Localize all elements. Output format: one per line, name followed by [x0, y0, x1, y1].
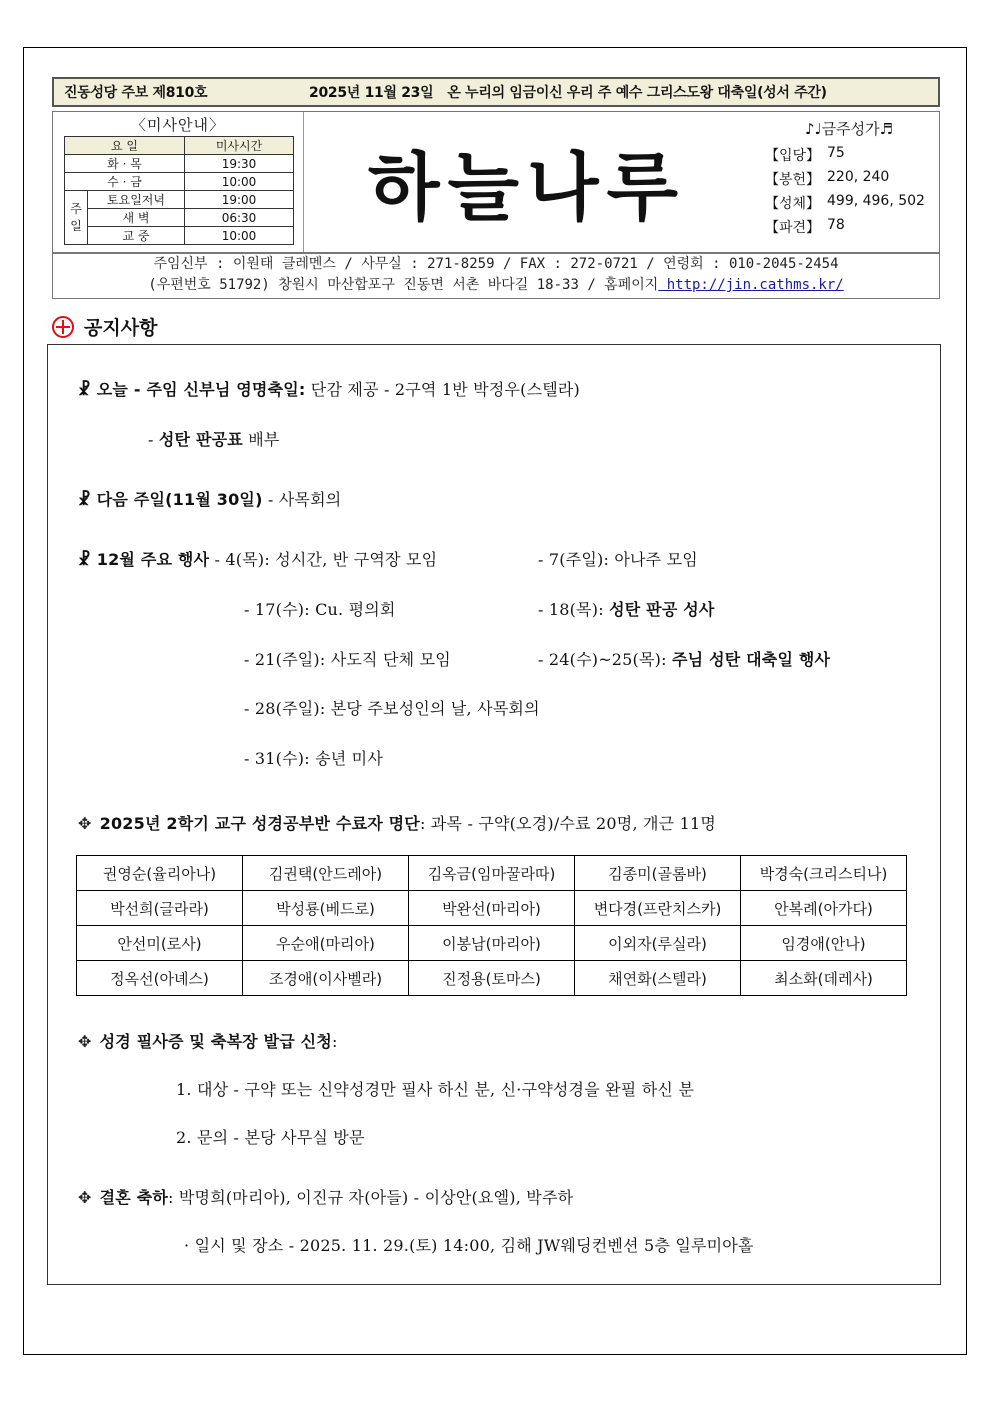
diamond-bullet-icon: ✥ [78, 1032, 92, 1051]
diamond-bullet-icon: ✥ [78, 1188, 92, 1207]
issue-number: 진동성당 주보 제810호 [64, 85, 208, 101]
notice-item [78, 547, 437, 570]
hymn-label: 【봉헌】 [765, 172, 821, 188]
table-cell: 이봉남(마리아) [409, 926, 575, 961]
hymn-value: 78 [827, 217, 845, 233]
table-cell: 박완선(마리아) [409, 891, 575, 926]
notice-item [78, 377, 580, 400]
notice-item: - 17(수): Cu. 평의회 [244, 600, 396, 619]
hymn-title: ♪♩금주성가♬ [804, 120, 894, 138]
contact-line: 주임신부 : 이원태 클레멘스 / 사무실 : 271-8259 / FAX : 272-0721 / 연령회 : 010-2045-2454 [153, 256, 839, 272]
notice-text: - [148, 430, 159, 449]
notice-bold: 주님 성탄 대축일 행사 [671, 650, 831, 669]
table-cell: 김종미(골롬바) [575, 856, 741, 891]
hymn-row [757, 193, 941, 217]
table-row [77, 961, 907, 996]
notice-item [538, 597, 715, 620]
notice-heading-text: 공지사항 [84, 317, 158, 339]
hymn-row [757, 145, 941, 169]
notice-text: - 24(수)~25(목): [538, 650, 672, 669]
notice-bold: 성탄 판공 성사 [609, 600, 715, 619]
table-cell: 채연화(스텔라) [575, 961, 741, 996]
table-cell: 이외자(루실라) [575, 926, 741, 961]
notice-heading [52, 313, 157, 340]
mass-schedule-table [64, 136, 294, 245]
mass-time: 10:00 [185, 173, 294, 191]
mass-time: 06:30 [185, 209, 294, 227]
table-cell: 임경애(안나) [741, 926, 907, 961]
chi-rho-icon: ☧ [78, 380, 91, 399]
notice-item: 1. 대상 - 구약 또는 신약성경만 필사 하신 분, 신·구약성경을 완필 하신 분 [176, 1080, 694, 1099]
table-cell: 조경애(이사벨라) [243, 961, 409, 996]
mass-schedule [53, 112, 304, 252]
table-row [77, 856, 907, 891]
notice-item [148, 427, 280, 450]
table-cell: 박경숙(크리스티나) [741, 856, 907, 891]
mass-head-day: 요 일 [65, 137, 185, 155]
notice-item: · 일시 및 장소 - 2025. 11. 29.(토) 14:00, 김해 JW웨딩컨벤션 5층 일루미아홀 [184, 1236, 754, 1255]
table-cell: 정옥선(아녜스) [77, 961, 243, 996]
notice-item: 2. 문의 - 본당 사무실 방문 [176, 1128, 365, 1147]
table-row [77, 891, 907, 926]
notice-item [78, 1029, 338, 1052]
notice-item [78, 1185, 573, 1208]
mass-schedule-title: 〈미사안내〉 [131, 116, 225, 134]
notice-item: - 31(수): 송년 미사 [244, 749, 383, 768]
notice-bold: 다음 주일(11월 30일) [96, 490, 263, 509]
mass-day: 새 벽 [88, 209, 185, 227]
sunday-label: 주일 [65, 191, 88, 245]
table-cell: 변다경(프란치스카) [575, 891, 741, 926]
mass-head-time: 미사시간 [185, 137, 294, 155]
diamond-bullet-icon: ✥ [78, 814, 92, 833]
table-cell: 박성룡(베드로) [243, 891, 409, 926]
graduates-table [76, 855, 907, 996]
hymn-value: 75 [827, 145, 845, 161]
mass-time: 10:00 [185, 227, 294, 245]
address-line [53, 275, 939, 296]
notice-bold: 성탄 판공표 [158, 430, 243, 449]
mass-time: 19:00 [185, 191, 294, 209]
table-cell: 진정용(토마스) [409, 961, 575, 996]
table-cell: 김옥금(임마꿀라따) [409, 856, 575, 891]
notice-bold: 오늘 - 주임 신부님 영명축일: [96, 380, 306, 399]
table-cell: 안선미(로사) [77, 926, 243, 961]
table-cell: 우순애(마리아) [243, 926, 409, 961]
table-cell: 김권택(안드레아) [243, 856, 409, 891]
notice-bold: 결혼 축하 [99, 1188, 169, 1207]
table-cell: 최소화(데레사) [741, 961, 907, 996]
notice-item: - 28(주일): 본당 주보성인의 날, 사목회의 [244, 699, 540, 718]
notice-text: 단감 제공 - 2구역 1반 박정우(스텔라) [305, 380, 580, 399]
address-text: (우편번호 51792) 창원시 마산합포구 진동면 서촌 바다길 18-33 / 홈페이지 [148, 277, 659, 293]
feast-title: 온 누리의 임금이신 우리 주 예수 그리스도왕 대축일(성서 주간) [447, 85, 827, 101]
mass-day: 교 중 [88, 227, 185, 245]
notice-text: 배부 [242, 430, 280, 449]
mass-time: 19:30 [185, 155, 294, 173]
notice-box [47, 344, 941, 1285]
table-cell: 권영순(율리아나) [77, 856, 243, 891]
bulletin-title: 하늘나루 [368, 145, 686, 231]
notice-bold: 2025년 2학기 교구 성경공부반 수료자 명단 [99, 814, 420, 833]
notice-item: - 21(주일): 사도직 단체 모임 [244, 650, 451, 669]
hymn-row [757, 169, 941, 193]
notice-item [538, 647, 830, 670]
hymn-value: 220, 240 [827, 169, 890, 185]
homepage-link[interactable]: http://jin.cathms.kr/ [658, 277, 844, 293]
notice-text: : 과목 - 구약(오경)/수료 20명, 개근 11명 [419, 814, 717, 833]
notice-text: - 4(목): 성시간, 반 구역장 모임 [209, 550, 438, 569]
hymn-label: 【성체】 [765, 196, 821, 212]
hymn-label: 【입당】 [765, 148, 821, 164]
notice-text: : [332, 1032, 338, 1051]
notice-item [78, 811, 716, 834]
chi-rho-icon: ☧ [78, 490, 91, 509]
header-box [52, 111, 940, 253]
hymn-row [757, 217, 941, 241]
contact-info [52, 253, 940, 299]
notice-item: - 7(주일): 아나주 모임 [538, 550, 698, 569]
hymn-label: 【파견】 [765, 220, 821, 236]
table-cell: 박선희(글라라) [77, 891, 243, 926]
chi-rho-icon: ☧ [78, 550, 91, 569]
notice-bold: 12월 주요 행사 [96, 550, 210, 569]
mass-day: 토요일저녁 [88, 191, 185, 209]
issue-date: 2025년 11월 23일 [309, 85, 434, 101]
hymn-list [757, 118, 941, 252]
mass-day: 수 · 금 [65, 173, 185, 191]
table-cell: 안복례(아가다) [741, 891, 907, 926]
bulletin-title-area [303, 112, 751, 252]
table-row [77, 926, 907, 961]
hymn-value: 499, 496, 502 [827, 193, 925, 209]
notice-text: : 박명희(마리아), 이진규 자(아들) - 이상안(요엘), 박주하 [168, 1188, 574, 1207]
notice-bold: 성경 필사증 및 축복장 발급 신청 [99, 1032, 332, 1051]
bulletin-top-bar [52, 77, 940, 107]
notice-text: - 18(목): [538, 600, 610, 619]
notice-text: - 사목회의 [262, 490, 342, 509]
mass-day: 화 · 목 [65, 155, 185, 173]
cross-circle-icon [52, 316, 74, 338]
notice-item [78, 487, 341, 510]
